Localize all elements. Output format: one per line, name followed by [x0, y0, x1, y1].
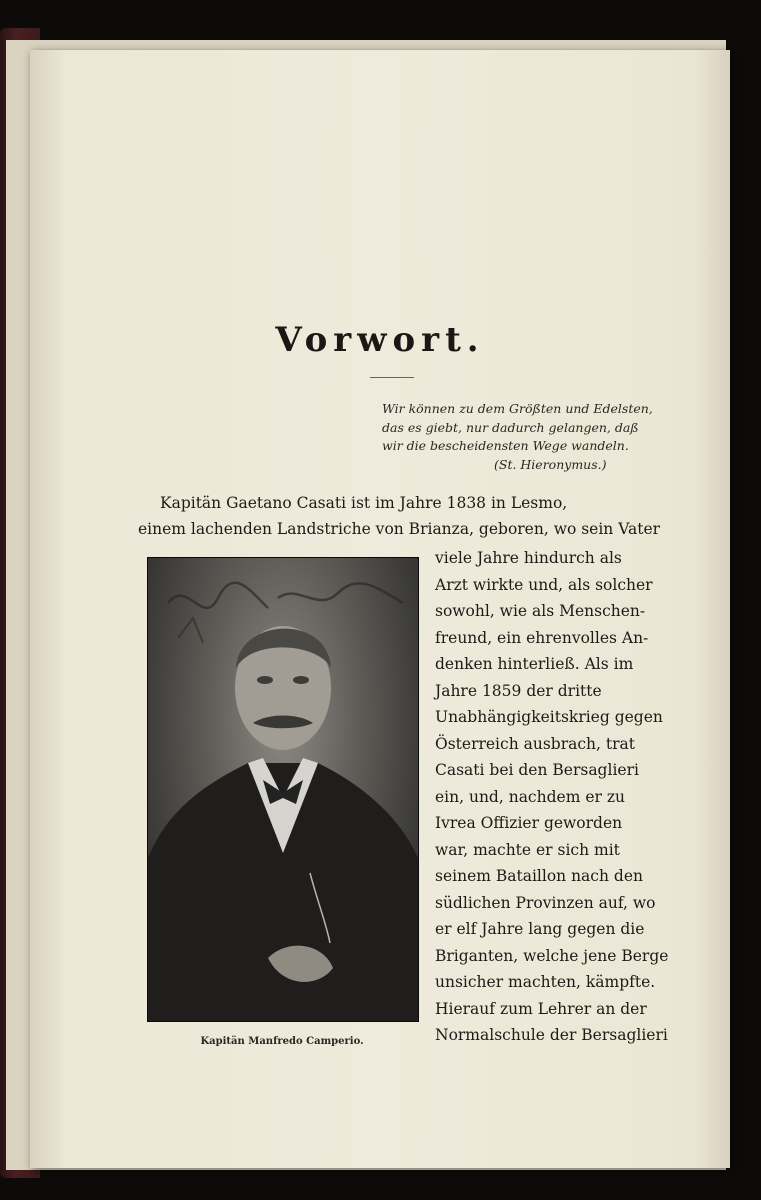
- text-line: er elf Jahre lang gegen die: [435, 920, 645, 938]
- text-line: Briganten, welche jene Berge: [435, 946, 669, 965]
- text-line: ein, und, nachdem er zu: [435, 787, 625, 806]
- epigraph-line: Wir können zu dem Größten und Edelsten,: [382, 401, 653, 416]
- text-line: südlichen Provinzen auf, wo: [435, 893, 656, 912]
- epigraph: [382, 400, 653, 474]
- text-line: viele Jahre hindurch als: [435, 549, 622, 567]
- epigraph-line: das es giebt, nur dadurch gelangen, daß: [382, 419, 639, 435]
- title-divider: [370, 377, 414, 378]
- text-line: sowohl, wie als Menschen-: [435, 602, 646, 620]
- intro-paragraph: [138, 490, 661, 542]
- text-line: Casati bei den Bersaglieri: [435, 761, 639, 779]
- text-line: seinem Bataillon nach den: [435, 867, 643, 885]
- text-line: denken hinterließ. Als im: [435, 655, 634, 673]
- portrait-photo: [147, 557, 419, 1022]
- text-line: Österreich ausbrach, trat: [435, 734, 635, 753]
- book-page: [30, 50, 730, 1168]
- text-line: Normalschule der Bersaglieri: [435, 1026, 668, 1044]
- text-line: Kapitän Gaetano Casati ist im Jahre 1838 in Lesmo,: [160, 494, 568, 512]
- text-line: freund, ein ehrenvolles An-: [435, 628, 649, 647]
- text-line: einem lachenden Landstriche von Brianza, geboren, wo sein Vater: [138, 520, 661, 538]
- epigraph-line: wir die bescheidensten Wege wandeln.: [382, 438, 629, 453]
- text-line: Ivrea Offizier geworden: [435, 814, 623, 832]
- text-line: Jahre 1859 der dritte: [435, 681, 602, 700]
- text-line: Hierauf zum Lehrer an der: [435, 999, 647, 1018]
- text-line: war, machte er sich mit: [435, 840, 620, 859]
- epigraph-source: (St. Hieronymus.): [494, 456, 607, 472]
- photo-caption: Kapitän Manfredo Camperio.: [200, 1036, 364, 1047]
- text-line: Arzt wirkte und, als solcher: [435, 575, 653, 594]
- text-line: unsicher machten, kämpfte.: [435, 973, 656, 991]
- text-column: [435, 545, 669, 1049]
- text-line: Unabhängigkeitskrieg gegen: [435, 708, 663, 726]
- page-title: Vorwort.: [275, 320, 485, 360]
